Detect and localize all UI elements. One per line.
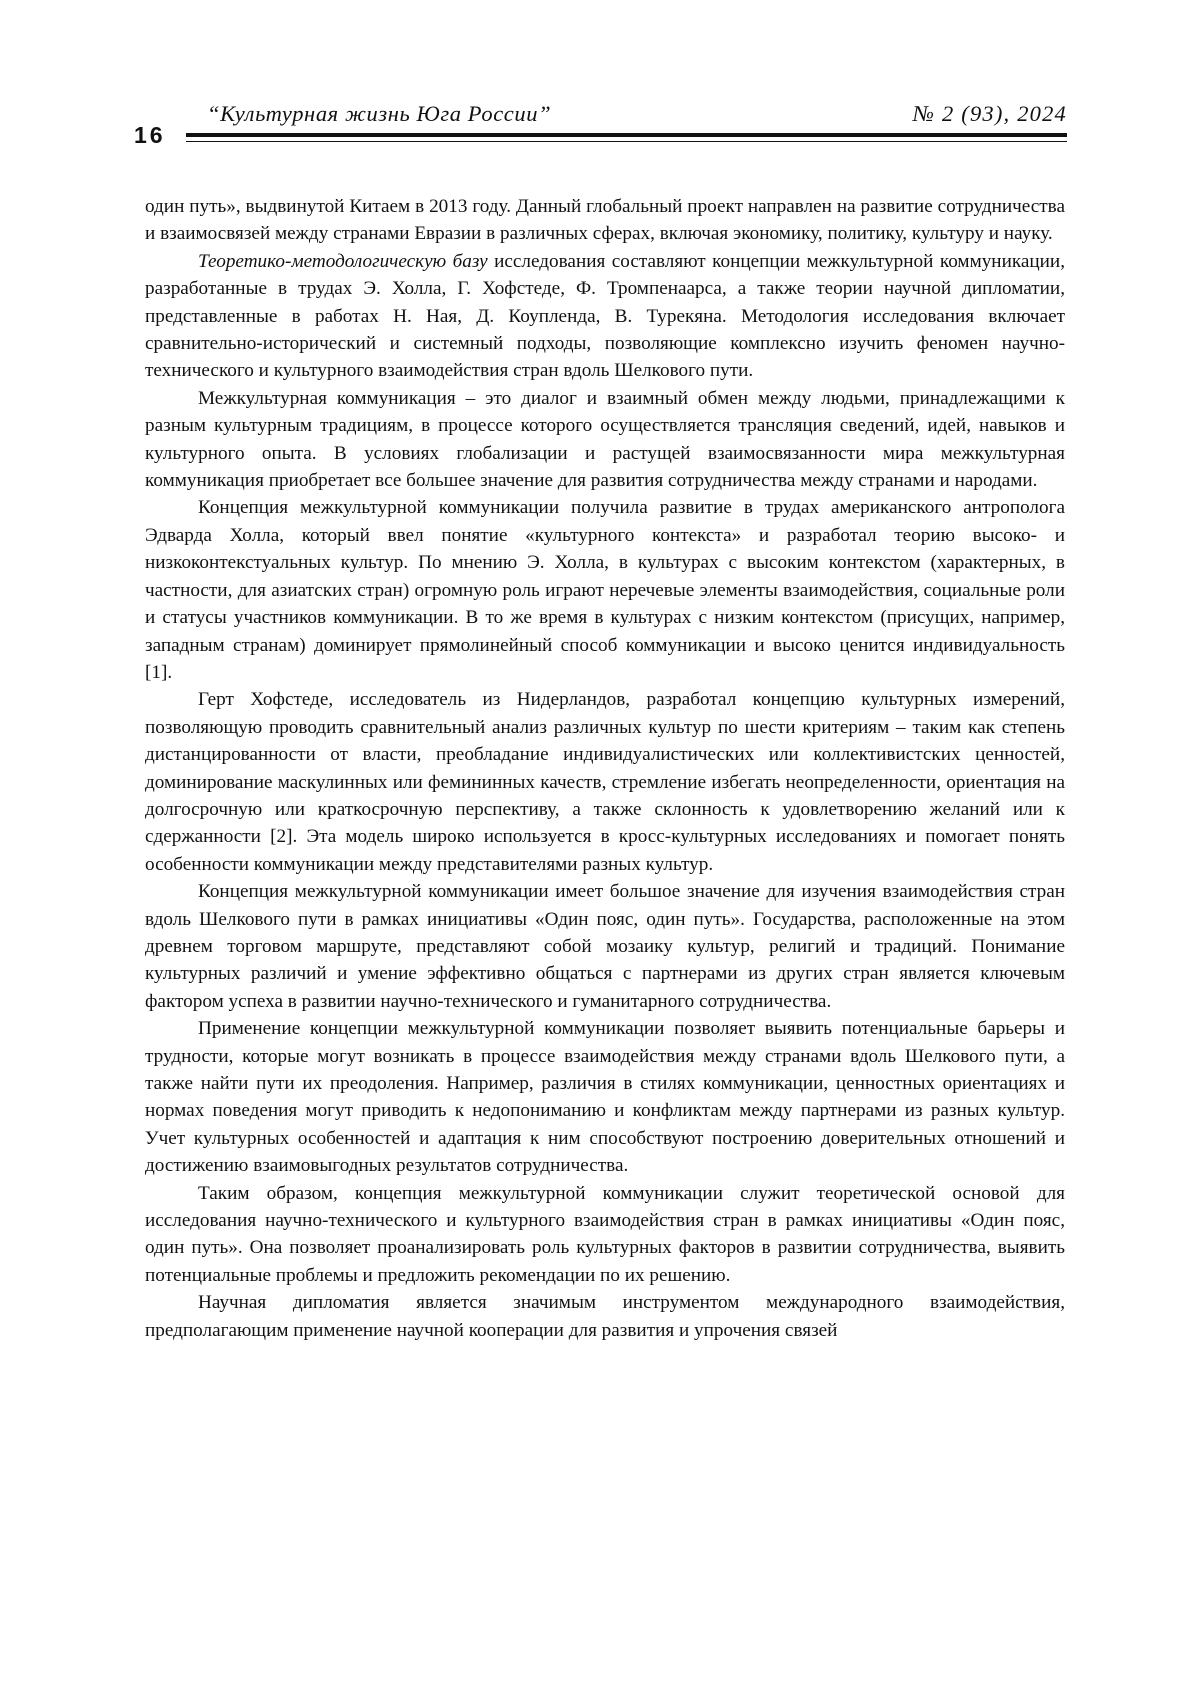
paragraph [145, 686, 1065, 878]
page-number: 16 [134, 122, 166, 148]
paragraph-text: Концепция межкультурной коммуникации получила развитие в трудах американского антрополога Эдварда Холла, который ввел понятие «культурного контекста» и разработал теорию высоко- и низкоконтекстуальных культур. По мнению Э. Холла, в культурах с высоким контекстом (характерных, в частности, для азиатских стран) огромную роль играют неречевые элементы взаимодействия, социальные роли и статусы участников коммуникации. В то же время в культурах с низким контекстом (присущих, например, западным странам) доминирует прямолинейный способ коммуникации и высоко ценится индивидуальность [1]. [145, 497, 1065, 683]
paragraph [145, 494, 1065, 686]
paragraph [145, 878, 1065, 1015]
paragraph [145, 1015, 1065, 1179]
paragraph-text: исследования составляют концепции межкультурной коммуникации, разработанные в трудах Э. Холла, Г. Хофстеде, Ф. Тромпенаарса, а также теории научной дипломатии, представленные в работах Н. Ная, Д. Коупленда, В. Турекяна. Методология исследования включает сравнительно-исторический и системный подходы, позволяющие комплексно изучить феномен научно-технического и культурного взаимодействия стран вдоль Шелкового пути. [145, 250, 1065, 382]
issue-info: № 2 (93), 2024 [912, 101, 1067, 126]
paragraph [145, 385, 1065, 495]
paragraph-text: Применение концепции межкультурной коммуникации позволяет выявить потенциальные барьеры и трудности, которые могут возникать в процессе взаимодействия между странами вдоль Шелкового пути, а также найти пути их преодоления. Например, различия в стилях коммуникации, ценностных ориентациях и нормах поведения могут приводить к недопониманию и конфликтам между партнерами из разных культур. Учет культурных особенностей и адаптация к ним способствуют построению доверительных отношений и достижению взаимовыгодных результатов сотрудничества. [145, 1018, 1065, 1177]
paragraph-text: Межкультурная коммуникация – это диалог и взаимный обмен между людьми, принадлежащими к разным культурным традициям, в процессе которого осуществляется трансляция сведений, идей, навыков и культурного опыта. В условиях глобализации и растущей взаимосвязанности мира межкультурная коммуникация приобретает все большее значение для развития сотрудничества между странами и народами. [145, 387, 1065, 492]
paragraph-lead-italic: Теоретико-методологическую базу [198, 250, 488, 272]
journal-title: “Культурная жизнь Юга России” [207, 101, 552, 126]
paragraph-text: Герт Хофстеде, исследователь из Нидерландов, разработал концепцию культурных измерений, позволяющую проводить сравнительный анализ различных культур по шести критериям – таким как степень дистанцированности от власти, преобладание индивидуалистических или коллективистских ценностей, доминирование маскулинных или фемининных качеств, стремление избегать неопределенности, ориентация на долгосрочную или краткосрочную перспективу, а также склонность к удовлетворению желаний или к сдержанности [2]. Эта модель широко используется в кросс-культурных исследованиях и помогает понять особенности коммуникации между представителями разных культур. [145, 689, 1065, 875]
paragraph-text: Таким образом, концепция межкультурной коммуникации служит теоретической основой для исследования научно-технического и культурного взаимодействия стран в рамках инициативы «Один пояс, один путь». Она позволяет проанализировать роль культурных факторов в развитии сотрудничества, выявить потенциальные проблемы и предложить рекомендации по их решению. [145, 1182, 1065, 1286]
article-body [145, 193, 1065, 1344]
paragraph [145, 193, 1065, 248]
paragraph-text: Концепция межкультурной коммуникации имеет большое значение для изучения взаимодействия стран вдоль Шелкового пути в рамках инициативы «Один пояс, один путь». Государства, расположенные на этом древнем торговом маршруте, представляют собой мозаику культур, религий и традиций. Понимание культурных различий и умение эффективно общаться с партнерами из других стран является ключевым фактором успеха в развитии научно-технического и гуманитарного сотрудничества. [145, 881, 1065, 1012]
paragraph [145, 248, 1065, 385]
paragraph [145, 1180, 1065, 1290]
paragraph [145, 1289, 1065, 1344]
paragraph-text: Научная дипломатия является значимым инструментом международного взаимодействия, предполагающим применение научной кооперации для развития и упрочения связей [145, 1292, 1065, 1341]
header-rule-thin [186, 141, 1067, 142]
header-rule-thick [186, 133, 1067, 137]
paragraph-text: один путь», выдвинутой Китаем в 2013 году. Данный глобальный проект направлен на развитие сотрудничества и взаимосвязей между странами Евразии в различных сферах, включая экономику, политику, культуру и науку. [145, 196, 1065, 245]
